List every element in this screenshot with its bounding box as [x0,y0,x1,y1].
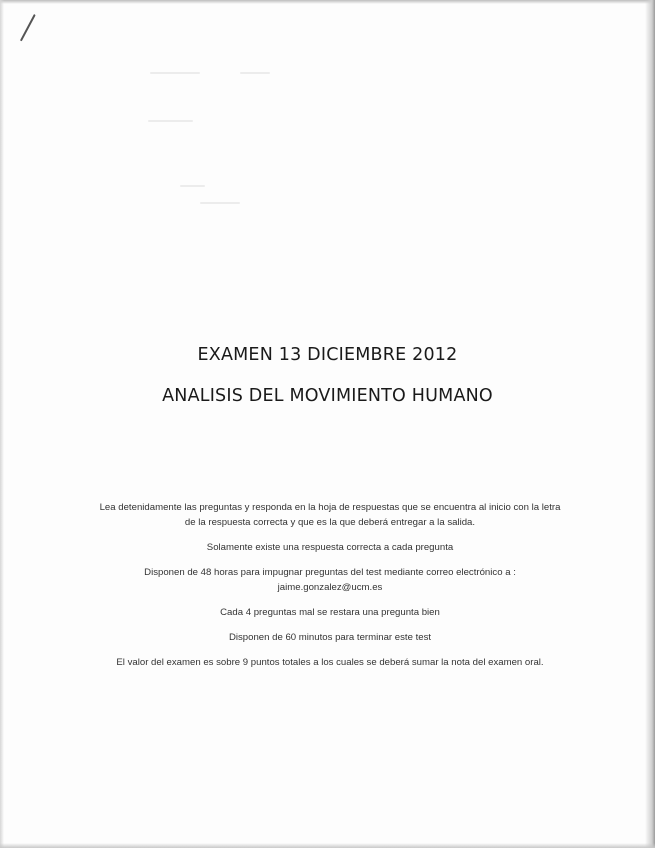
instruction-time-limit: Disponen de 60 minutos para terminar este test [228,632,432,643]
bleed-through-mark [148,120,193,122]
scan-edge-top [0,0,655,4]
exam-title-date: EXAMEN 13 DICIEMBRE 2012 [197,345,458,365]
scan-edge-left [0,0,4,848]
instruction-grading: El valor del examen es sobre 9 puntos totales a los cuales se deberá sumar la nota del examen oral. [116,657,544,668]
bleed-through-mark [200,202,240,204]
instructions-block [95,500,565,680]
bleed-through-mark [180,185,205,187]
scan-edge-right [645,0,655,848]
scan-edge-bottom [0,843,655,848]
instruction-appeal-email: Disponen de 48 horas para impugnar preguntas del test mediante correo electrónico a : jaime.gonzalez@ucm.es [144,567,516,593]
bleed-through-mark [150,72,200,74]
instruction-answer-sheet: Lea detenidamente las preguntas y responda en la hoja de respuestas que se encuentra al inicio con la letra de la respuesta correcta y que es la que deberá entregar a la salida. [99,502,561,528]
exam-title-subject: ANALISIS DEL MOVIMIENTO HUMANO [162,386,493,406]
pen-mark [20,14,36,41]
instruction-single-answer: Solamente existe una respuesta correcta a cada pregunta [206,542,454,553]
instruction-penalty: Cada 4 preguntas mal se restara una pregunta bien [220,607,440,618]
bleed-through-mark [240,72,270,74]
